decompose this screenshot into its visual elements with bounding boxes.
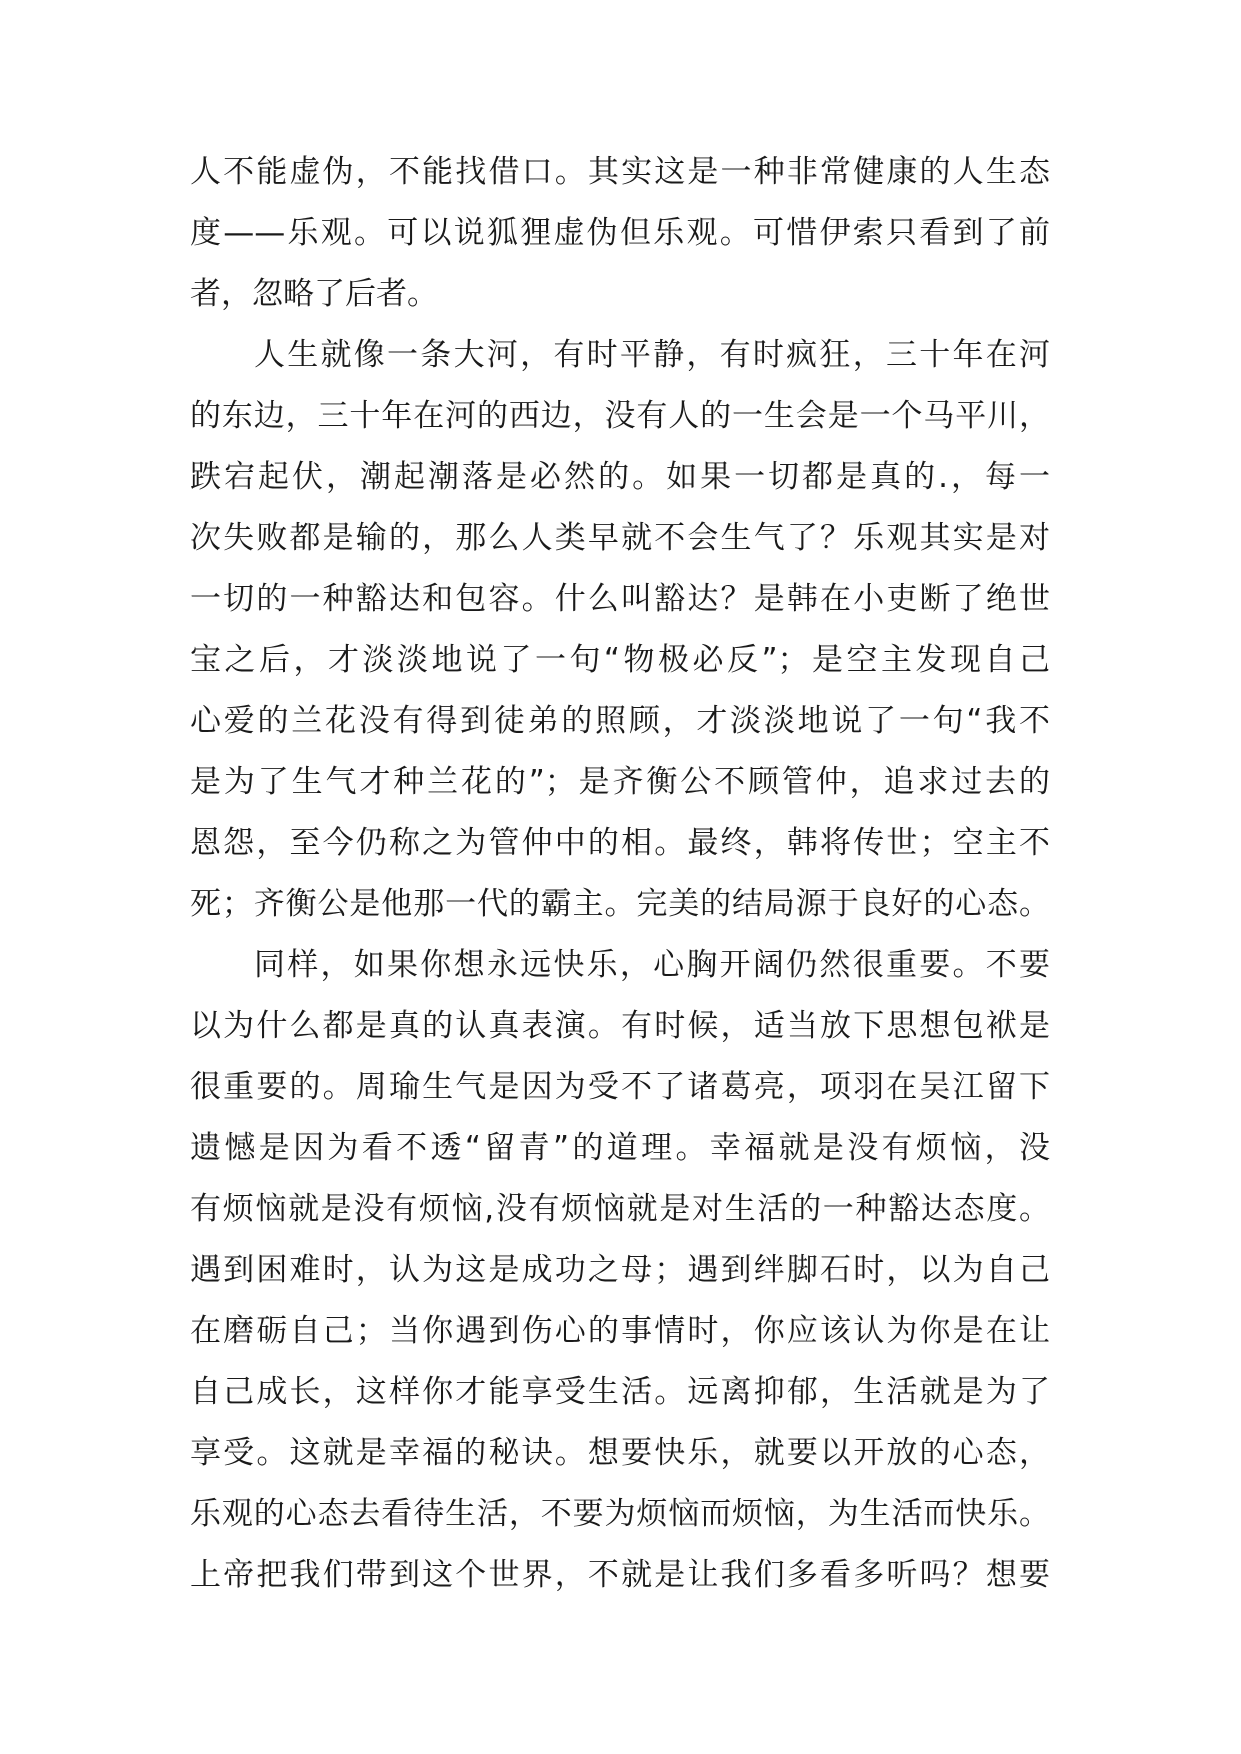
text-line: 是为了生气才种兰花的”；是齐衡公不顾管仲，追求过去的 (190, 764, 1050, 800)
text-line: 以为什么都是真的认真表演。有时候，适当放下思想包袱是 (190, 1008, 1050, 1044)
text-line: 自己成长，这样你才能享受生活。远离抑郁，生活就是为了 (190, 1374, 1050, 1410)
text-line: 遇到困难时，认为这是成功之母；遇到绊脚石时，以为自己 (190, 1252, 1050, 1288)
text-line: 在磨砺自己；当你遇到伤心的事情时，你应该认为你是在让 (190, 1313, 1050, 1349)
text-line: 一切的一种豁达和包容。什么叫豁达？是韩在小吏断了绝世 (190, 581, 1050, 617)
text-line: 人不能虚伪，不能找借口。其实这是一种非常健康的人生态 (190, 154, 1050, 190)
text-line: 恩怨，至今仍称之为管仲中的相。最终，韩将传世；空主不 (190, 825, 1050, 861)
paragraph-first-line: 人生就像一条大河，有时平静，有时疯狂，三十年在河 (254, 337, 1050, 373)
text-line: 死；齐衡公是他那一代的霸主。完美的结局源于良好的心态。 (190, 886, 1050, 922)
text-line: 跌宕起伏，潮起潮落是必然的。如果一切都是真的.，每一 (190, 459, 1050, 495)
text-line: 宝之后，才淡淡地说了一句“物极必反”；是空主发现自己 (190, 642, 1050, 678)
text-line: 有烦恼就是没有烦恼,没有烦恼就是对生活的一种豁达态度。 (190, 1191, 1050, 1227)
text-line: 乐观的心态去看待生活，不要为烦恼而烦恼，为生活而快乐。 (190, 1496, 1050, 1532)
text-line: 者，忽略了后者。 (190, 276, 438, 312)
paragraph-first-line: 同样，如果你想永远快乐，心胸开阔仍然很重要。不要 (254, 947, 1050, 983)
text-line: 很重要的。周瑜生气是因为受不了诸葛亮，项羽在吴江留下 (190, 1069, 1050, 1105)
text-line: 心爱的兰花没有得到徒弟的照顾，才淡淡地说了一句“我不 (190, 703, 1050, 739)
text-line: 上帝把我们带到这个世界，不就是让我们多看多听吗？想要 (190, 1557, 1050, 1593)
text-line: 次失败都是输的，那么人类早就不会生气了？乐观其实是对 (190, 520, 1050, 556)
text-line: 享受。这就是幸福的秘诀。想要快乐，就要以开放的心态， (190, 1435, 1050, 1471)
body-text (190, 142, 1050, 1606)
text-line: 的东边，三十年在河的西边，没有人的一生会是一个马平川， (190, 398, 1050, 434)
text-line: 度——乐观。可以说狐狸虚伪但乐观。可惜伊索只看到了前 (190, 215, 1050, 251)
text-line: 遗憾是因为看不透“留青”的道理。幸福就是没有烦恼，没 (190, 1130, 1050, 1166)
